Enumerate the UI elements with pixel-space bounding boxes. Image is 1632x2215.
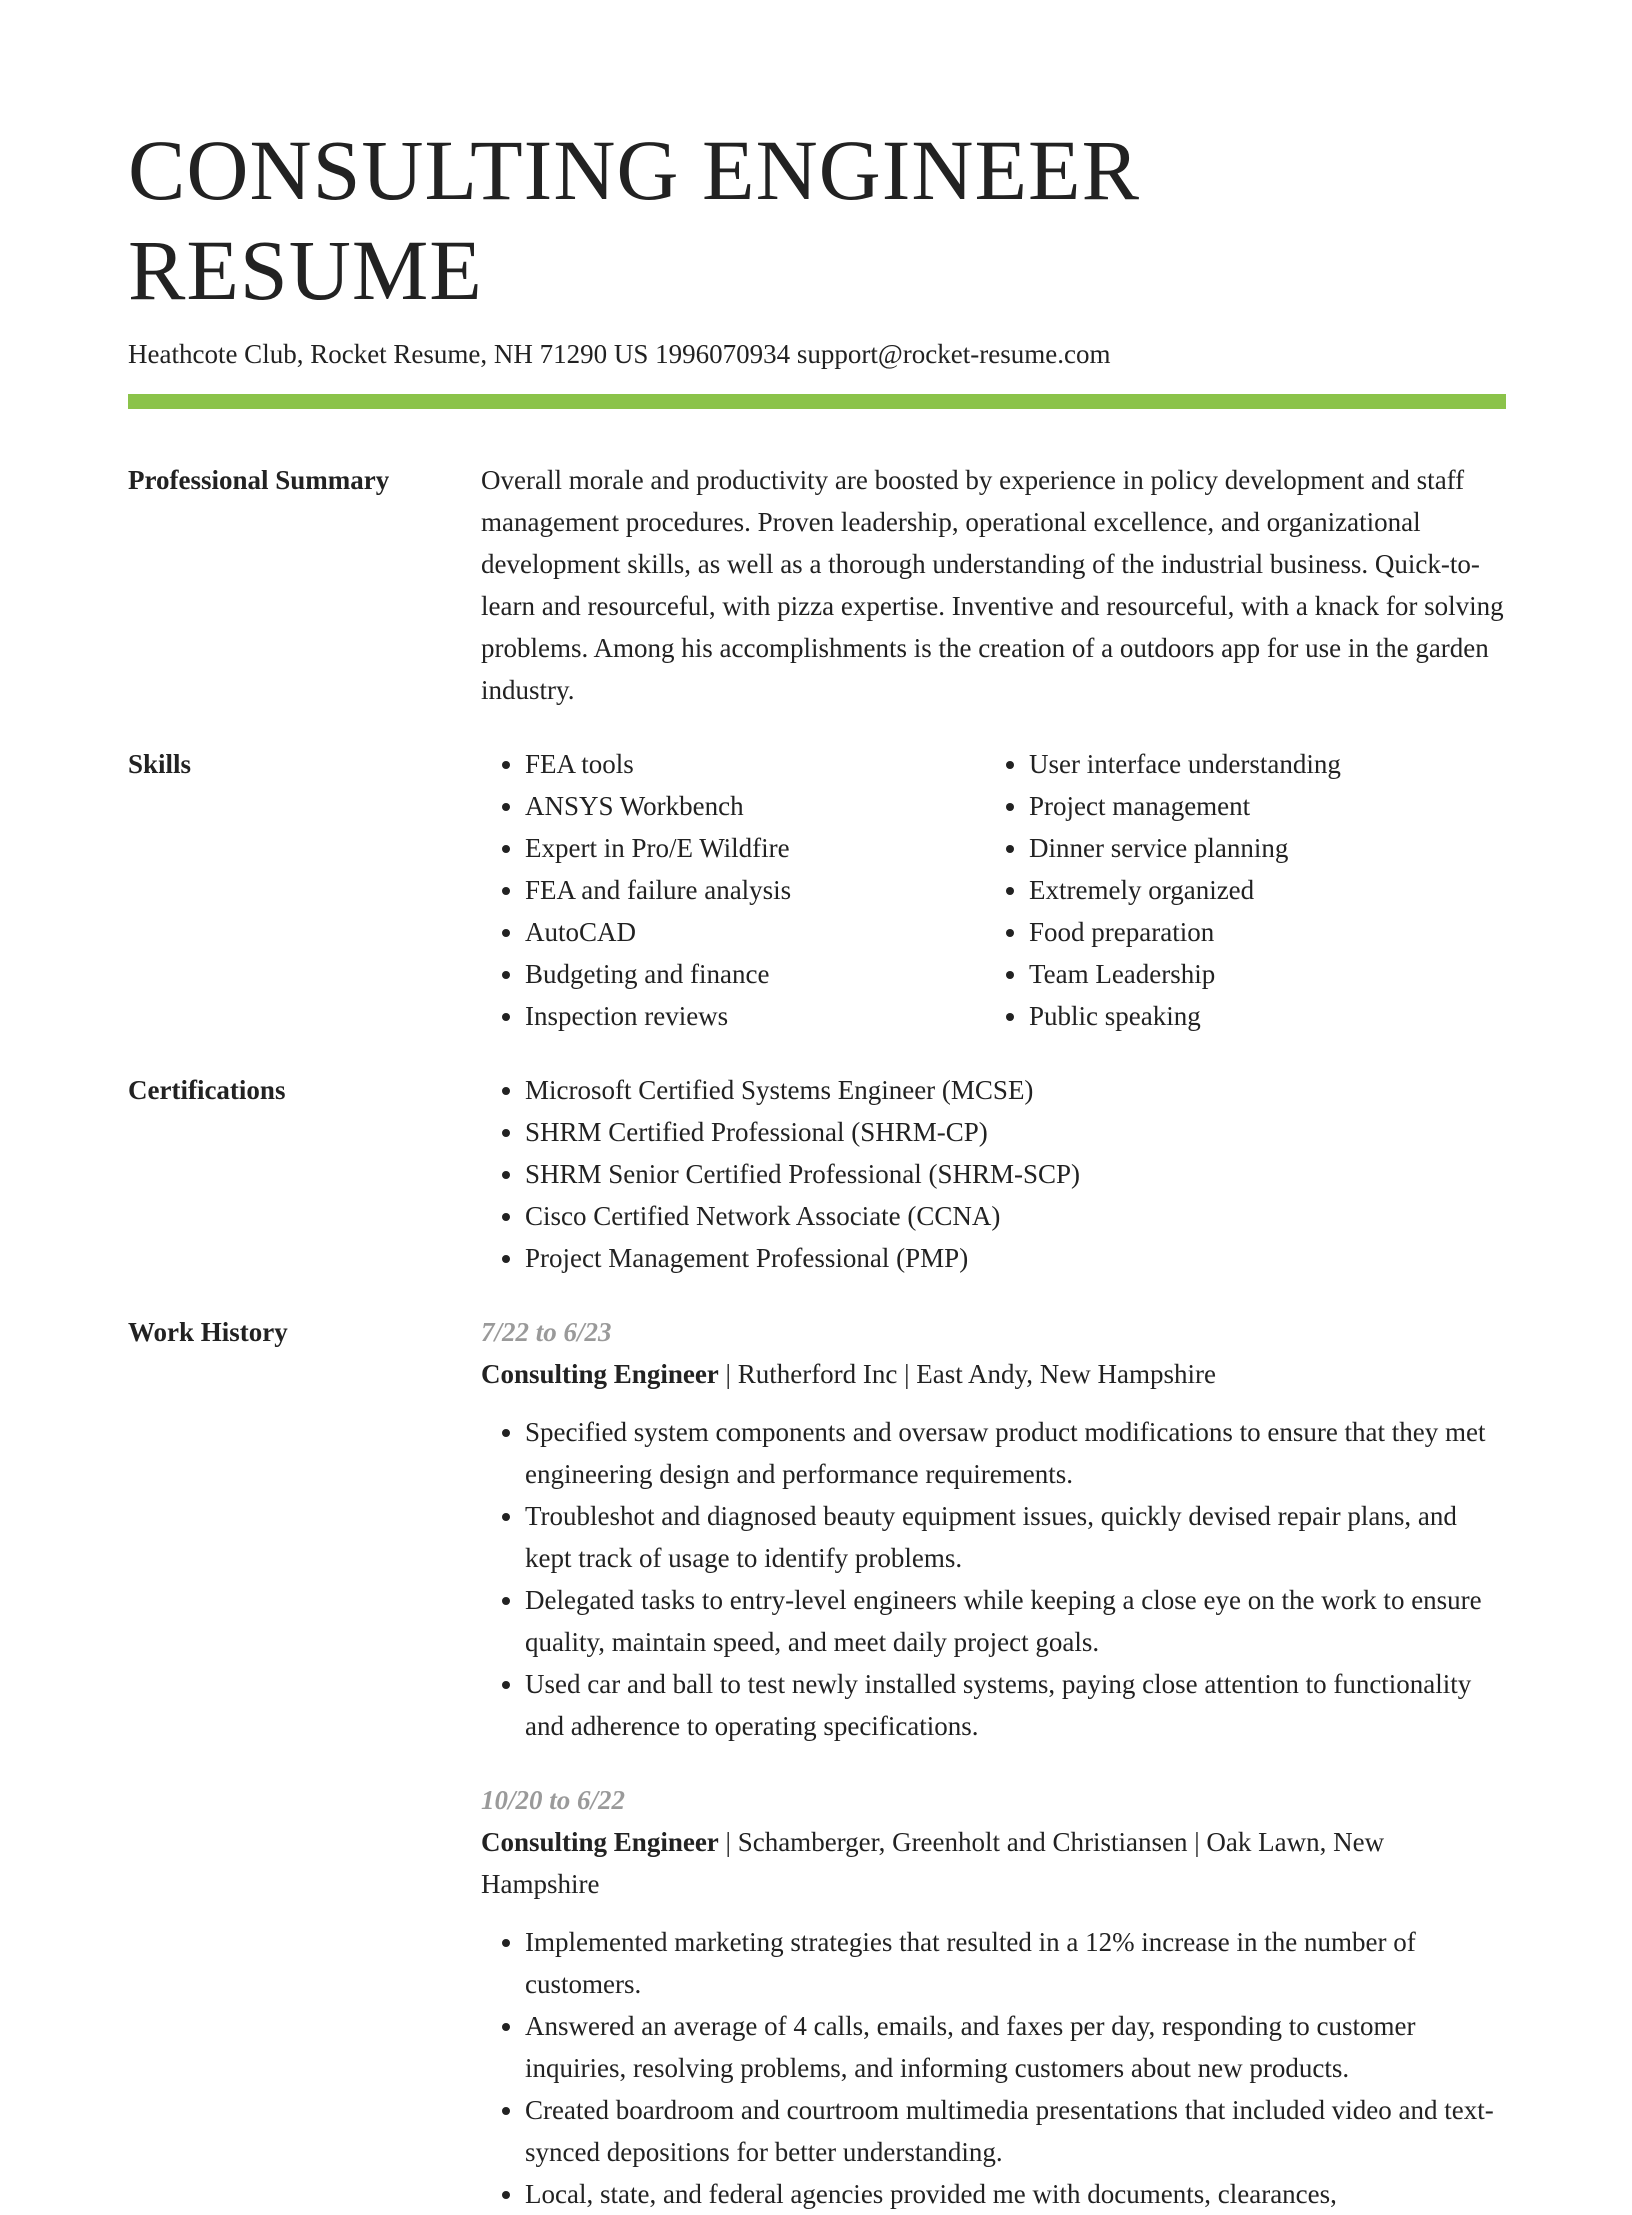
skill-item: • Team Leadership [1029, 953, 1489, 995]
skill-item: • FEA and failure analysis [525, 869, 985, 911]
skills-list-left [481, 743, 985, 1037]
skill-item: • Expert in Pro/E Wildfire [525, 827, 985, 869]
section-title-work: Work History [128, 1317, 288, 1347]
job-title: Consulting Engineer [481, 1827, 719, 1857]
skill-item: • ANSYS Workbench [525, 785, 985, 827]
skill-item: • FEA tools [525, 743, 985, 785]
certifications-list [481, 1069, 1506, 1279]
skill-item: • Dinner service planning [1029, 827, 1489, 869]
resume-page [128, 0, 1506, 2215]
section-title-summary: Professional Summary [128, 465, 390, 495]
skills-list-right [985, 743, 1489, 1037]
job-bullet: • Troubleshot and diagnosed beauty equipment issues, quickly devised repair plans, and kept track of usage to identify problems. [525, 1495, 1506, 1579]
job-bullets [481, 1921, 1506, 2215]
work-history-section [128, 1311, 1506, 2215]
job-bullets [481, 1411, 1506, 1747]
certification-item: • Cisco Certified Network Associate (CCNA) [525, 1195, 1506, 1237]
section-title-certifications: Certifications [128, 1075, 286, 1105]
job-entry [481, 1779, 1506, 2215]
certification-item: • SHRM Certified Professional (SHRM-CP) [525, 1111, 1506, 1153]
certification-item: • Project Management Professional (PMP) [525, 1237, 1506, 1279]
summary-section [128, 459, 1506, 711]
contact-line: Heathcote Club, Rocket Resume, NH 71290 US 1996070934 support@rocket-resume.com [128, 339, 1111, 369]
summary-text: Overall morale and productivity are boosted by experience in policy development and staff management procedures. Proven leadership, operational excellence, and organizational development skills, as well as a thorough understanding of the industrial business. Quick-to-learn and resourceful, with pizza expertise. Inventive and resourceful, with a knack for solving problems. Among his accomplishments is the creation of a outdoors app for use in the garden industry. [481, 465, 1504, 705]
job-bullet: • Implemented marketing strategies that resulted in a 12% increase in the number of customers. [525, 1921, 1506, 2005]
job-dates: 7/22 to 6/23 [481, 1317, 612, 1347]
section-title-skills: Skills [128, 749, 192, 779]
resume-title: CONSULTING ENGINEER RESUME [128, 122, 1140, 318]
skill-item: • Extremely organized [1029, 869, 1489, 911]
job-details: | Rutherford Inc | East Andy, New Hampshire [718, 1359, 1216, 1389]
job-dates: 10/20 to 6/22 [481, 1785, 626, 1815]
certification-item: • SHRM Senior Certified Professional (SHRM-SCP) [525, 1153, 1506, 1195]
job-bullet: • Delegated tasks to entry-level engineers while keeping a close eye on the work to ensure quality, maintain speed, and meet daily project goals. [525, 1579, 1506, 1663]
job-entry [481, 1311, 1506, 1747]
certification-item: • Microsoft Certified Systems Engineer (MCSE) [525, 1069, 1506, 1111]
skill-item: • Inspection reviews [525, 995, 985, 1037]
job-bullet: • Specified system components and oversaw product modifications to ensure that they met engineering design and performance requirements. [525, 1411, 1506, 1495]
job-bullet: • Used car and ball to test newly installed systems, paying close attention to functionality and adherence to operating specifications. [525, 1663, 1506, 1747]
skill-item: • User interface understanding [1029, 743, 1489, 785]
skill-item: • Food preparation [1029, 911, 1489, 953]
job-bullet: • Local, state, and federal agencies provided me with documents, clearances, [525, 2173, 1506, 2215]
skills-columns [481, 743, 1506, 1037]
skill-item: • Budgeting and finance [525, 953, 985, 995]
certifications-section [128, 1069, 1506, 1279]
work-history-body [481, 1311, 1506, 2215]
certifications-body [481, 1069, 1506, 1279]
skill-item: • Project management [1029, 785, 1489, 827]
accent-divider [128, 394, 1506, 409]
job-bullet: • Answered an average of 4 calls, emails, and faxes per day, responding to customer inquiries, resolving problems, and informing customers about new products. [525, 2005, 1506, 2089]
skills-section [128, 743, 1506, 1037]
skill-item: • AutoCAD [525, 911, 985, 953]
job-heading [481, 1821, 1506, 1905]
skill-item: • Public speaking [1029, 995, 1489, 1037]
job-title: Consulting Engineer [481, 1359, 719, 1389]
job-details: | Schamberger, Greenholt and Christiansen | Oak Lawn, New Hampshire [481, 1827, 1385, 1899]
job-heading [481, 1353, 1506, 1395]
job-bullet: • Created boardroom and courtroom multimedia presentations that included video and text-synced depositions for better understanding. [525, 2089, 1506, 2173]
